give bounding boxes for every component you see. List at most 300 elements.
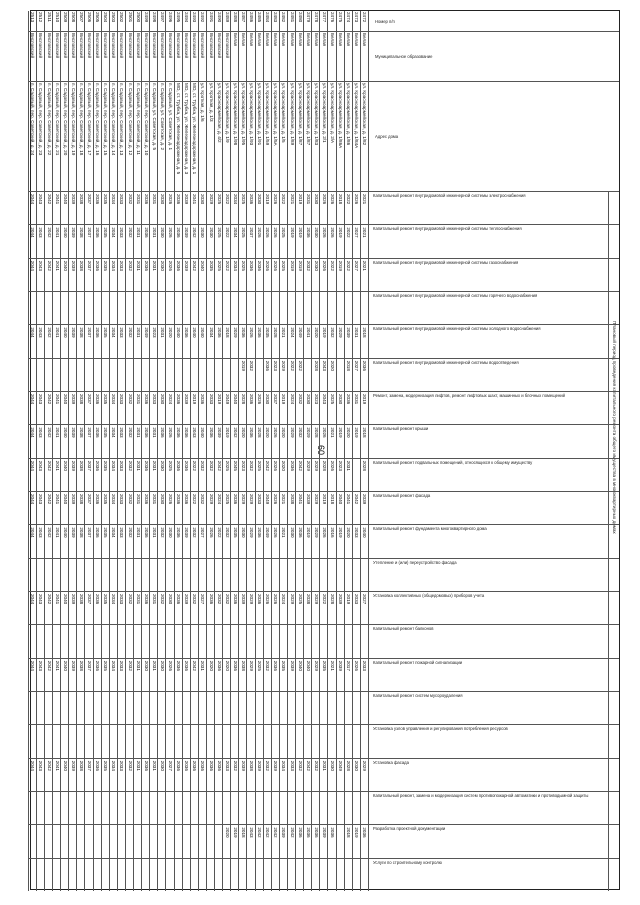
row-municipality: Висловский xyxy=(111,33,117,59)
row-year-cell: 2036 xyxy=(208,427,214,438)
row-year-cell: 2020 xyxy=(224,660,230,671)
row-year-cell: 2039 xyxy=(70,527,76,538)
row-year-cell: 2043 xyxy=(322,360,327,371)
row-year-cell: 2030 xyxy=(200,227,206,238)
row-year-cell: 2030 xyxy=(160,227,165,238)
row-year-cell: 2019 xyxy=(338,527,344,538)
row-year-cell: 2036 xyxy=(273,660,279,671)
row-year-cell: 2033 xyxy=(119,527,125,538)
row-year-cell: 2042 xyxy=(354,494,360,505)
row-year-cell: 2030 xyxy=(241,527,246,538)
row-year-cell: 2039 xyxy=(70,594,76,605)
row-address: п. Садовый, пер. Советский, д. 20 xyxy=(62,83,68,156)
row-year-cell: 2036 xyxy=(176,394,182,405)
row-year-cell: 2032 xyxy=(127,460,133,471)
row-year-cell: 2038 xyxy=(79,660,84,671)
row-address: МО, ст. Трубка, ул. Железнодорожная, д. 5 xyxy=(176,83,182,175)
row-year-cell: 2029 xyxy=(305,427,311,438)
row-number: 2477 xyxy=(322,12,327,23)
row-year-cell: 2041 xyxy=(54,194,60,205)
row-year-cell: 2032 xyxy=(249,460,255,471)
row-year-cell: 2028 xyxy=(322,460,327,471)
row-year-cell: 2038 xyxy=(79,427,84,438)
row-year-cell: 2026 xyxy=(322,260,327,271)
row-municipality: Белая xyxy=(346,33,352,47)
row-year-cell: 2036 xyxy=(362,360,368,371)
row-year-cell: 2032 xyxy=(127,427,133,438)
row-municipality: Висловский xyxy=(151,33,157,59)
row-year-cell: 2040 xyxy=(62,494,68,505)
row-year-cell: 2025 xyxy=(241,194,246,205)
row-year-cell: 2020 xyxy=(346,427,352,438)
row-year-cell: 2033 xyxy=(257,494,263,505)
row-address: ул. Красноармейская, д. 1/83 xyxy=(313,83,319,146)
row-year-cell: 2036 xyxy=(95,327,101,338)
row-year-cell: 2036 xyxy=(143,460,149,471)
row-year-cell: 2040 xyxy=(62,460,68,471)
work-header: Капитальный ремонт внутридомовой инженерной системы электроснабжения xyxy=(373,193,526,198)
row-year-cell: 2040 xyxy=(232,394,238,405)
row-year-cell: 2030 xyxy=(160,660,165,671)
row-year-cell: 2025 xyxy=(168,460,174,471)
row-year-cell: 2025 xyxy=(281,227,287,238)
row-year-cell: 2031 xyxy=(151,660,157,671)
row-year-cell: 2030 xyxy=(160,460,165,471)
row-year-cell: 2039 xyxy=(257,760,263,771)
row-year-cell: 2032 xyxy=(297,394,303,405)
row-year-cell: 2038 xyxy=(249,760,255,771)
row-year-cell: 2042 xyxy=(192,260,198,271)
row-year-cell: 2041 xyxy=(54,460,60,471)
row-year-cell: 2031 xyxy=(151,194,157,205)
row-year-cell: 2038 xyxy=(79,194,84,205)
row-year-cell: 2038 xyxy=(79,594,84,605)
row-year-cell: 2030 xyxy=(257,194,263,205)
row-year-cell: 2030 xyxy=(160,494,165,505)
row-year-cell: 2027 xyxy=(200,594,206,605)
row-municipality: Белая xyxy=(241,33,246,47)
row-year-cell: 2033 xyxy=(289,760,295,771)
row-year-cell: 2041 xyxy=(297,494,303,505)
row-year-cell: 2049 xyxy=(297,327,303,338)
row-year-cell: 2033 xyxy=(119,594,125,605)
row-year-cell: 2043 xyxy=(38,594,44,605)
row-year-cell: 2019 xyxy=(289,227,295,238)
row-year-cell: 2031 xyxy=(135,527,141,538)
work-header: Разработка проектной документации xyxy=(373,826,446,832)
row-year-cell: 2036 xyxy=(176,460,182,471)
row-year-cell: 2036 xyxy=(257,260,263,271)
row-year-cell: 2033 xyxy=(119,660,125,671)
row-year-cell: 2041 xyxy=(54,527,60,538)
row-year-cell: 2036 xyxy=(249,194,255,205)
row-year-cell: 2043 xyxy=(38,327,44,338)
row-year-cell: 2036 xyxy=(95,460,101,471)
row-number: 2494 xyxy=(184,12,190,23)
work-header: Капитальный ремонт внутридомовой инженерной системы холодного водоснабжения xyxy=(373,326,541,332)
row-year-cell: 2036 xyxy=(176,760,182,771)
row-year-cell: 2044 xyxy=(30,660,36,671)
row-municipality: Висловский xyxy=(119,33,125,59)
row-address: п. Садовый, пер. Советский, д. 18 xyxy=(79,83,84,156)
row-year-cell: 2033 xyxy=(119,327,125,338)
row-year-cell: 2024 xyxy=(168,394,174,405)
row-municipality: Висловский xyxy=(192,33,198,59)
row-address: ул. Красноармейская, д. 1/91 xyxy=(257,83,263,146)
row-number: 2485 xyxy=(257,12,263,23)
row-year-cell: 2036 xyxy=(176,660,182,671)
row-year-cell: 2026 xyxy=(257,394,263,405)
row-year-cell: 2042 xyxy=(265,827,271,838)
row-year-cell: 2042 xyxy=(257,827,263,838)
row-year-cell: 2026 xyxy=(354,194,360,205)
row-year-cell: 2035 xyxy=(265,327,271,338)
work-header: Утепление и (или) переустройство фасада xyxy=(373,559,457,565)
row-year-cell: 2031 xyxy=(322,760,327,771)
row-year-cell: 2026 xyxy=(273,227,279,238)
banner-divider xyxy=(608,191,609,891)
row-year-cell: 2042 xyxy=(289,827,295,838)
row-year-cell: 2037 xyxy=(87,394,93,405)
row-year-cell: 2039 xyxy=(273,760,279,771)
row-year-cell: 2044 xyxy=(30,760,36,771)
row-year-cell: 2036 xyxy=(143,260,149,271)
row-year-cell: 2037 xyxy=(87,194,93,205)
row-year-cell: 2044 xyxy=(30,227,36,238)
row-year-cell: 2036 xyxy=(95,494,101,505)
row-year-cell: 2041 xyxy=(54,327,60,338)
row-year-cell: 2030 xyxy=(160,194,165,205)
row-year-cell: 2037 xyxy=(273,394,279,405)
row-address: п. Садовый, пер. Советский, д. 22 xyxy=(46,83,52,156)
row-year-cell: 2029 xyxy=(232,327,238,338)
row-address: ул. Красноармейская, д. 1/93 xyxy=(249,83,255,146)
row-year-cell: 2025 xyxy=(224,460,230,471)
row-year-cell: 2036 xyxy=(257,527,263,538)
row-year-cell: 2037 xyxy=(87,327,93,338)
row-year-cell: 2018 xyxy=(362,327,368,338)
row-year-cell: 2026 xyxy=(168,427,174,438)
row-address: п. Садовый, пер. Советский, д. 16 xyxy=(95,83,101,156)
row-year-cell: 2025 xyxy=(257,460,263,471)
row-year-cell: 2039 xyxy=(70,460,76,471)
row-municipality: Белая xyxy=(362,33,368,47)
row-year-cell: 2018 xyxy=(224,327,230,338)
row-address: п. Садовый, пер. Советский, д. 10 xyxy=(143,83,149,156)
row-year-cell: 2030 xyxy=(160,260,165,271)
row-year-cell: 2037 xyxy=(249,227,255,238)
row-year-cell: 2041 xyxy=(192,194,198,205)
row-address: ул. Красноармейская, д. 4/2 xyxy=(216,83,222,143)
row-municipality: Висловский xyxy=(79,33,84,59)
row-year-cell: 2031 xyxy=(135,760,141,771)
row-year-cell: 2026 xyxy=(330,460,336,471)
row-year-cell: 2036 xyxy=(95,527,101,538)
row-year-cell: 2021 xyxy=(330,660,336,671)
row-year-cell: 2031 xyxy=(135,460,141,471)
row-year-cell: 2027 xyxy=(200,527,206,538)
row-year-cell: 2022 xyxy=(192,494,198,505)
row-year-cell: 2036 xyxy=(249,260,255,271)
row-year-cell: 2035 xyxy=(103,260,109,271)
row-year-cell: 2042 xyxy=(46,427,52,438)
row-year-cell: 2029 xyxy=(305,460,311,471)
row-municipality: Висловский xyxy=(62,33,68,59)
row-year-cell: 2042 xyxy=(46,394,52,405)
row-year-cell: 2021 xyxy=(281,527,287,538)
row-municipality: Висловский xyxy=(176,33,182,59)
row-year-cell: 2030 xyxy=(305,394,311,405)
row-year-cell: 2036 xyxy=(216,760,222,771)
row-year-cell: 2026 xyxy=(354,660,360,671)
row-year-cell: 2025 xyxy=(330,394,336,405)
row-year-cell: 2041 xyxy=(54,594,60,605)
row-year-cell: 2032 xyxy=(265,660,271,671)
row-address: МО, ст. Трубка, ул. Железнодорожная, д. 1 xyxy=(192,83,198,175)
row-year-cell: 2040 xyxy=(62,194,68,205)
row-number: 2511 xyxy=(46,12,52,22)
row-year-cell: 2036 xyxy=(95,260,101,271)
row-year-cell: 2042 xyxy=(192,660,198,671)
row-year-cell: 2016 xyxy=(330,527,336,538)
row-year-cell: 2019 xyxy=(322,494,327,505)
row-year-cell: 2038 xyxy=(79,227,84,238)
row-year-cell: 2031 xyxy=(135,260,141,271)
row-number: 2487 xyxy=(241,12,246,23)
row-year-cell: 2036 xyxy=(160,427,165,438)
work-header: Капитальный ремонт систем мусороудаления xyxy=(373,693,463,698)
row-year-cell: 2018 xyxy=(362,427,368,438)
row-year-cell: 2031 xyxy=(135,227,141,238)
row-address: ул. Красноармейская, д. 1/9 xyxy=(224,83,230,143)
row-year-cell: 2026 xyxy=(273,527,279,538)
row-year-cell: 2039 xyxy=(184,594,190,605)
row-year-cell: 2036 xyxy=(95,227,101,238)
row-year-cell: 2039 xyxy=(346,327,352,338)
row-year-cell: 2021 xyxy=(330,427,336,438)
row-year-cell: 2039 xyxy=(289,660,295,671)
row-number: 2495 xyxy=(176,12,182,23)
work-header: Ремонт, замена, модернизация лифтов, ремонт лифтовых шахт, машинных и блочных помещений xyxy=(373,393,565,398)
row-number: 2502 xyxy=(119,12,125,23)
row-address: п. Садовый, пер. Советский, д. 15 xyxy=(103,83,109,156)
row-year-cell: 2036 xyxy=(176,194,182,205)
row-year-cell: 2042 xyxy=(46,327,52,338)
row-year-cell: 2029 xyxy=(249,494,255,505)
row-year-cell: 2037 xyxy=(87,494,93,505)
row-year-cell: 2032 xyxy=(208,460,214,471)
row-year-cell: 2040 xyxy=(338,494,344,505)
row-year-cell: 2029 xyxy=(313,527,319,538)
row-year-cell: 2038 xyxy=(289,494,295,505)
row-year-cell: 2026 xyxy=(208,527,214,538)
row-year-cell: 2036 xyxy=(176,527,182,538)
work-header: Услуги по строительному контролю xyxy=(373,859,442,865)
row-year-cell: 2036 xyxy=(176,260,182,271)
row-year-cell: 2024 xyxy=(289,327,295,338)
row-year-cell: 2041 xyxy=(54,494,60,505)
row-year-cell: 2034 xyxy=(111,327,117,338)
row-municipality: Висловский xyxy=(135,33,141,59)
row-year-cell: 2024 xyxy=(216,494,222,505)
row-year-cell: 2026 xyxy=(273,460,279,471)
row-year-cell: 2036 xyxy=(216,660,222,671)
row-year-cell: 2034 xyxy=(232,194,238,205)
row-year-cell: 2034 xyxy=(111,260,117,271)
page-number: 60 xyxy=(316,444,327,456)
row-year-cell: 2026 xyxy=(330,227,336,238)
row-year-cell: 2025 xyxy=(224,494,230,505)
row-year-cell: 2036 xyxy=(330,827,336,838)
row-year-cell: 2038 xyxy=(79,527,84,538)
row-number: 2479 xyxy=(305,12,311,23)
row-address: п. Садовый, пер. Советский, д. 13 xyxy=(119,83,125,156)
row-municipality: Белая xyxy=(354,33,360,47)
row-year-cell: 2029 xyxy=(313,494,319,505)
row-year-cell: 2043 xyxy=(38,527,44,538)
row-number: 2501 xyxy=(127,12,133,23)
row-year-cell: 2033 xyxy=(224,760,230,771)
row-year-cell: 2038 xyxy=(241,660,246,671)
row-year-cell: 2030 xyxy=(265,394,271,405)
row-year-cell: 2036 xyxy=(200,394,206,405)
row-address: ул. Красноармейская, д. 1/86 xyxy=(346,83,352,146)
row-year-cell: 2039 xyxy=(70,760,76,771)
row-year-cell: 2040 xyxy=(200,260,206,271)
row-year-cell: 2026 xyxy=(273,260,279,271)
row-year-cell: 2019 xyxy=(241,360,246,371)
rotated-table-wrapper xyxy=(30,10,620,890)
row-year-cell: 2042 xyxy=(46,260,52,271)
row-year-cell: 2038 xyxy=(79,327,84,338)
work-header: Капитальный ремонт внутридомовой инженерной системы теплоснабжения xyxy=(373,226,522,232)
row-municipality: Висловский xyxy=(143,33,149,59)
row-year-cell: 2018 xyxy=(346,827,352,838)
row-address: п. Садовый, ул. Советская, д. 2 xyxy=(160,83,165,150)
row-number: 2486 xyxy=(249,12,255,23)
row-year-cell: 2044 xyxy=(30,327,36,338)
row-year-cell: 2026 xyxy=(322,227,327,238)
row-year-cell: 2039 xyxy=(362,494,368,505)
row-number: 2480 xyxy=(297,12,303,23)
row-year-cell: 2037 xyxy=(87,427,93,438)
row-municipality: Белая xyxy=(265,33,271,47)
row-number: 2508 xyxy=(70,12,76,23)
row-year-cell: 2035 xyxy=(232,527,238,538)
work-header: Капитальный ремонт крыши xyxy=(373,426,429,432)
row-year-cell: 2026 xyxy=(265,594,271,605)
row-year-cell: 2030 xyxy=(160,394,165,405)
row-year-cell: 2027 xyxy=(354,227,360,238)
row-year-cell: 2029 xyxy=(241,494,246,505)
row-year-cell: 2035 xyxy=(281,660,287,671)
row-year-cell: 2019 xyxy=(297,194,303,205)
row-year-cell: 2042 xyxy=(232,427,238,438)
row-year-cell: 2031 xyxy=(151,427,157,438)
row-year-cell: 2040 xyxy=(200,427,206,438)
row-year-cell: 2025 xyxy=(281,260,287,271)
row-year-cell: 2031 xyxy=(151,494,157,505)
row-year-cell: 2031 xyxy=(135,594,141,605)
row-year-cell: 2040 xyxy=(62,594,68,605)
row-year-cell: 2034 xyxy=(111,527,117,538)
row-municipality: Белая xyxy=(232,33,238,47)
row-year-cell: 2042 xyxy=(265,460,271,471)
row-year-cell: 2032 xyxy=(232,760,238,771)
row-year-cell: 2035 xyxy=(103,194,109,205)
row-number: 2475 xyxy=(338,12,344,23)
row-year-cell: 2032 xyxy=(127,227,133,238)
row-year-cell: 2031 xyxy=(135,494,141,505)
row-year-cell: 2028 xyxy=(346,760,352,771)
row-year-cell: 2033 xyxy=(151,394,157,405)
row-year-cell: 2030 xyxy=(160,760,165,771)
row-address: п. Садовый, пер. Советский, д. 11 xyxy=(135,83,141,155)
row-year-cell: 2019 xyxy=(216,394,222,405)
row-year-cell: 2039 xyxy=(184,260,190,271)
row-address: ул. Красноармейская, д. 1/87 xyxy=(305,83,311,146)
row-year-cell: 2035 xyxy=(322,660,327,671)
row-municipality: Белая xyxy=(322,33,327,47)
row-year-cell: 2028 xyxy=(241,394,246,405)
row-year-cell: 2040 xyxy=(297,660,303,671)
row-year-cell: 2032 xyxy=(160,527,165,538)
row-year-cell: 2026 xyxy=(168,260,174,271)
row-year-cell: 2044 xyxy=(30,427,36,438)
row-year-cell: 2027 xyxy=(354,260,360,271)
row-year-cell: 2019 xyxy=(224,427,230,438)
row-year-cell: 2044 xyxy=(30,594,36,605)
row-year-cell: 2032 xyxy=(330,327,336,338)
row-year-cell: 2034 xyxy=(111,460,117,471)
row-year-cell: 2022 xyxy=(289,360,295,371)
row-year-cell: 2032 xyxy=(200,494,206,505)
row-year-cell: 2035 xyxy=(103,527,109,538)
row-year-cell: 2042 xyxy=(46,494,52,505)
row-year-cell: 2041 xyxy=(305,327,311,338)
row-number: 2496 xyxy=(168,12,174,23)
row-year-cell: 2036 xyxy=(143,227,149,238)
row-year-cell: 2043 xyxy=(192,427,198,438)
row-address: ул. Красноармейская, д. 1/87 xyxy=(297,83,303,146)
row-year-cell: 2028 xyxy=(362,460,368,471)
row-year-cell: 2031 xyxy=(151,227,157,238)
row-year-cell: 2041 xyxy=(54,760,60,771)
row-municipality: Белая xyxy=(289,33,295,47)
row-year-cell: 2026 xyxy=(265,260,271,271)
row-year-cell: 2035 xyxy=(103,460,109,471)
row-number: 2497 xyxy=(160,12,165,23)
row-year-cell: 2019 xyxy=(297,227,303,238)
row-year-cell: 2030 xyxy=(168,527,174,538)
row-year-cell: 2029 xyxy=(338,327,344,338)
row-year-cell: 2040 xyxy=(62,527,68,538)
row-year-cell: 2019 xyxy=(338,260,344,271)
row-year-cell: 2025 xyxy=(297,594,303,605)
row-year-cell: 2027 xyxy=(354,360,360,371)
row-number: 2500 xyxy=(135,12,141,23)
row-year-cell: 2044 xyxy=(30,494,36,505)
row-number: 2478 xyxy=(313,12,319,23)
row-year-cell: 2021 xyxy=(289,194,295,205)
row-year-cell: 2036 xyxy=(232,594,238,605)
row-year-cell: 2022 xyxy=(346,227,352,238)
row-number: 2474 xyxy=(346,12,352,23)
row-year-cell: 2030 xyxy=(143,660,149,671)
row-year-cell: 2036 xyxy=(305,827,311,838)
row-address: ул. Красноармейская, д. 1/82 xyxy=(362,83,368,146)
row-year-cell: 2040 xyxy=(200,327,206,338)
